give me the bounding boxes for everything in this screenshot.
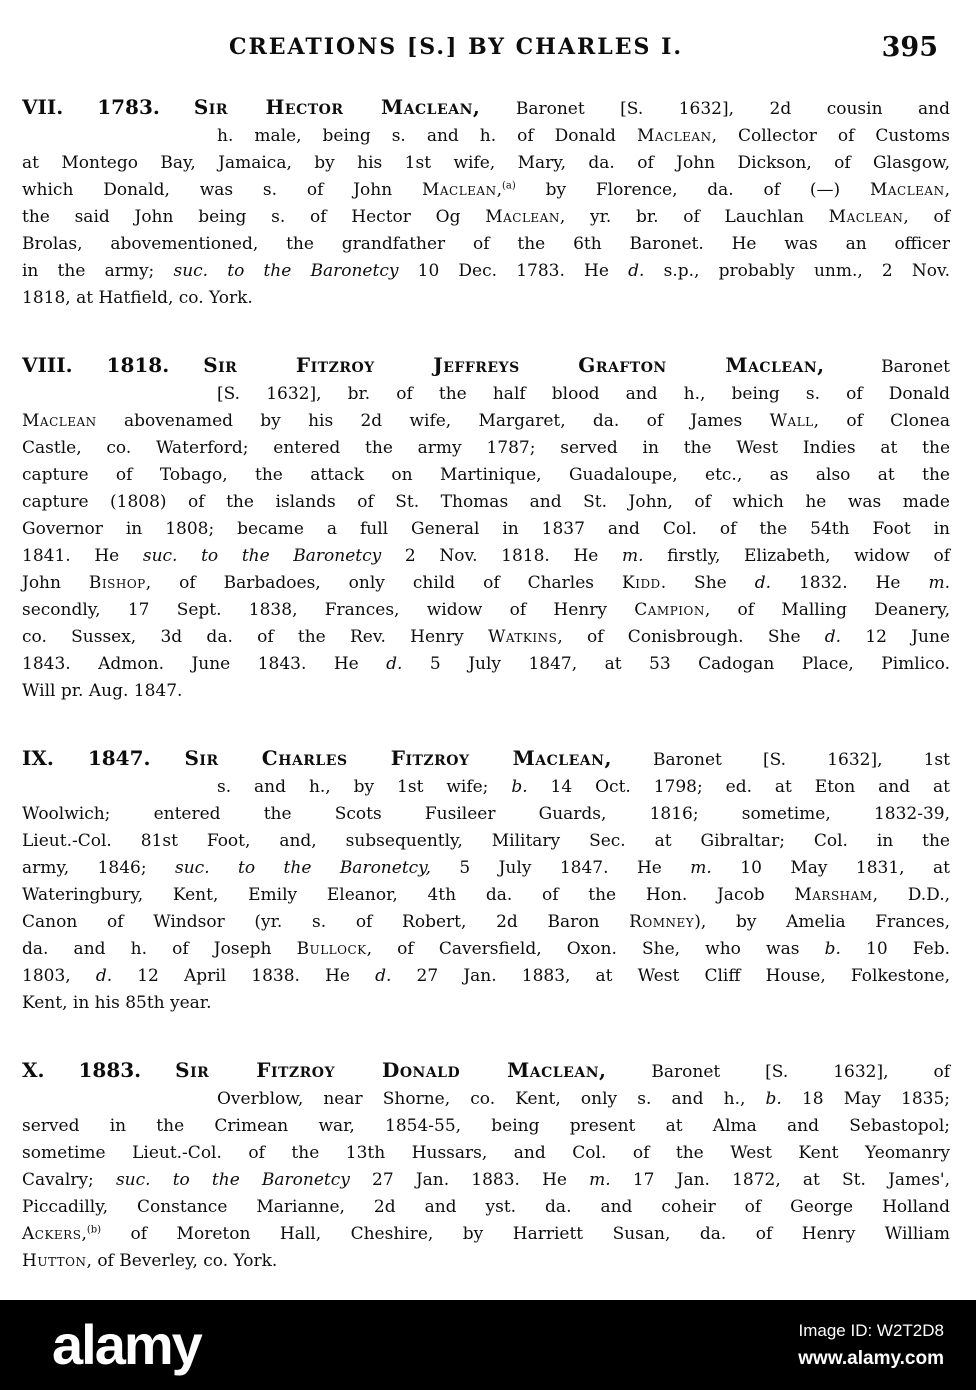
text-line (22, 624, 950, 651)
text-segment: Ackers (22, 1224, 82, 1244)
text-segment: 1841. He (22, 546, 143, 566)
text-segment: 10 May 1831, at (711, 858, 950, 878)
text-segment: , of Malling Deanery, (704, 600, 950, 620)
text-segment: of Moreton Hall, Cheshire, by Harriett Susan, da. of Henry William (101, 1224, 950, 1244)
text-line (22, 489, 950, 516)
text-line (22, 801, 950, 828)
text-segment: Maclean (485, 207, 560, 227)
text-line (22, 1140, 950, 1167)
text-segment: Romney (629, 912, 695, 932)
text-segment: which Donald, was s. of John (22, 180, 422, 200)
text-segment: 1832. He (771, 573, 929, 593)
text-line (22, 1057, 950, 1086)
text-segment: Baronet [S. 1632], 2d cousin and (480, 99, 950, 119)
text-segment: Watkins (487, 627, 558, 647)
text-segment: m. (589, 1170, 611, 1190)
text-segment: m. (690, 858, 712, 878)
text-segment: sometime Lieut.-Col. of the 13th Hussars, and Col. of the West Kent Yeomanry (22, 1143, 950, 1163)
text-segment: , (81, 1224, 87, 1244)
text-line (22, 570, 950, 597)
text-segment: ), by Amelia Frances, (694, 912, 951, 932)
text-line (22, 597, 950, 624)
text-segment: Kent, in his 85th year. (22, 993, 212, 1013)
text-line (22, 352, 950, 381)
text-segment: served in the Crimean war, 1854-55, being present at Alma and Sebastopol; (22, 1116, 950, 1136)
entry-paragraph (22, 1057, 950, 1275)
text-segment: Kidd (622, 573, 661, 593)
text-segment: Baronet [S. 1632], of (606, 1062, 950, 1082)
entry-paragraph (22, 94, 950, 312)
text-segment: , yr. br. of Lauchlan (559, 207, 829, 227)
text-segment: Bishop (88, 573, 146, 593)
text-line (22, 774, 950, 801)
text-segment: [S. 1632], br. of the half blood and h., being s. of Donald (217, 384, 950, 404)
text-line (22, 204, 950, 231)
text-line (22, 1221, 950, 1248)
text-segment: 1843. Admon. June 1843. He (22, 654, 387, 674)
text-line (22, 408, 950, 435)
text-line (22, 828, 950, 855)
text-line (22, 381, 950, 408)
text-segment: d. (754, 573, 771, 593)
text-segment: 10 Feb. (840, 939, 951, 959)
text-segment: Sir Fitzroy Jeffreys Grafton Maclean, (203, 353, 825, 377)
text-segment: Lieut.-Col. 81st Foot, and, subsequently, Military Sec. at Gibraltar; Col. in the (22, 831, 950, 851)
text-segment: suc. to the Baronetcy (173, 261, 399, 281)
text-segment: 1883. (78, 1058, 142, 1082)
text-line (22, 909, 950, 936)
text-line (22, 285, 950, 312)
text-segment: d. (628, 261, 645, 281)
entries (22, 94, 950, 1275)
text-segment: Hutton (22, 1251, 87, 1271)
text-segment: X. (22, 1058, 45, 1082)
text-segment: 10 Dec. 1783. He (398, 261, 629, 281)
text-segment: . She (660, 573, 755, 593)
text-line (22, 651, 950, 678)
text-line (22, 231, 950, 258)
text-segment: IX. (22, 746, 54, 770)
entry-paragraph (22, 745, 950, 1017)
text-segment: , (496, 180, 503, 200)
text-segment: s. and h., by 1st wife; (217, 777, 512, 797)
text-segment: da. and h. of Joseph (22, 939, 297, 959)
text-segment: Maclean (636, 126, 712, 146)
text-segment: VII. (22, 95, 64, 119)
text-segment: b. (824, 939, 841, 959)
text-line (22, 1113, 950, 1140)
text-segment: 1803, (22, 966, 96, 986)
text-segment: Brolas, abovementioned, the grandfather of the 6th Baronet. He was an officer (22, 234, 950, 254)
watermark-meta (798, 1321, 944, 1370)
text-segment: d. (824, 627, 842, 647)
text-segment: , of Conisbrough. She (557, 627, 825, 647)
text-line (22, 94, 950, 123)
text-segment: Maclean (869, 180, 945, 200)
text-segment: the said John being s. of Hector Og (22, 207, 486, 227)
text-segment: Cavalry; (22, 1170, 116, 1190)
text-segment: firstly, Elizabeth, widow of (643, 546, 950, 566)
text-segment: Maclean (828, 207, 904, 227)
text-segment: 14 Oct. 1798; ed. at Eton and at (527, 777, 951, 797)
alamy-url: www.alamy.com (798, 1347, 944, 1369)
text-segment: Sir Charles Fitzroy Maclean, (184, 746, 612, 770)
text-segment: Bullock (296, 939, 367, 959)
text-line (22, 936, 950, 963)
text-segment: Maclean (22, 411, 97, 431)
text-segment: 27 Jan. 1883. He (349, 1170, 590, 1190)
text-segment: m. (621, 546, 644, 566)
text-segment: , of Beverley, co. York. (86, 1251, 278, 1271)
text-line (22, 1167, 950, 1194)
text-segment: , Collector of Customs (711, 126, 950, 146)
text-segment: Campion (634, 600, 705, 620)
text-segment: at Montego Bay, Jamaica, by his 1st wife, Mary, da. of John Dickson, of Glasgow, (22, 153, 950, 173)
text-segment: Sir Hector Maclean, (193, 95, 481, 119)
text-line (22, 745, 950, 774)
text-line (22, 462, 950, 489)
text-segment: secondly, 17 Sept. 1838, Frances, widow of Henry (22, 600, 635, 620)
text-segment: Maclean (421, 180, 497, 200)
text-segment: 12 April 1838. He (112, 966, 376, 986)
text-segment: , of (903, 207, 951, 227)
watermark-bar (0, 1300, 976, 1390)
text-segment: d. (386, 654, 403, 674)
text-line (22, 435, 950, 462)
text-segment: Overblow, near Shorne, co. Kent, only s. and h., (217, 1089, 766, 1109)
text-line (22, 150, 950, 177)
text-segment: by Florence, da. of (—) (515, 180, 870, 200)
text-segment: Baronet (824, 357, 950, 377)
page-title: CREATIONS [S.] BY CHARLES I. (228, 34, 684, 60)
text-segment: suc. to the Baronetcy (115, 1170, 350, 1190)
text-segment: Will pr. Aug. 1847. (22, 681, 183, 701)
text-line (22, 177, 950, 204)
text-line (22, 963, 950, 990)
text-segment: , of Clonea (813, 411, 950, 431)
text-segment: Governor in 1808; became a full General in 1837 and Col. of the 54th Foot in (22, 519, 950, 539)
text-segment: 1847. (87, 746, 151, 770)
text-segment: 17 Jan. 1872, at St. James', (610, 1170, 951, 1190)
text-segment: 5 July 1847. He (430, 858, 691, 878)
text-segment: , of Caversfield, Oxon. She, who was (366, 939, 825, 959)
text-segment: Wall (769, 411, 814, 431)
text-line (22, 258, 950, 285)
text-segment: b. (765, 1089, 782, 1109)
text-segment: co. Sussex, 3d da. of the Rev. Henry (22, 627, 488, 647)
text-segment: h. male, being s. and h. of Donald (217, 126, 637, 146)
text-segment: Castle, co. Waterford; entered the army 1787; served in the West Indies at the (22, 438, 950, 458)
text-segment: d. (375, 966, 392, 986)
text-segment: (b) (86, 1224, 102, 1236)
text-line (22, 543, 950, 570)
text-segment: in the army; (22, 261, 174, 281)
text-segment: 2 Nov. 1818. He (381, 546, 622, 566)
text-segment: capture of Tobago, the attack on Martinique, Guadaloupe, etc., as also at the (22, 465, 950, 485)
text-segment: Canon of Windsor (yr. s. of Robert, 2d Baron (22, 912, 630, 932)
page-number: 395 (881, 32, 938, 63)
page-header (22, 34, 950, 68)
text-segment: 1783. (97, 95, 160, 119)
text-segment: s.p., probably unm., 2 Nov. (644, 261, 951, 281)
text-line (22, 990, 950, 1017)
text-segment: 5 July 1847, at 53 Cadogan Place, Pimlico. (402, 654, 950, 674)
text-segment: Piccadilly, Constance Marianne, 2d and yst. da. and coheir of George Holland (22, 1197, 950, 1217)
text-segment: 18 May 1835; (781, 1089, 951, 1109)
text-segment: (a) (502, 180, 516, 192)
text-segment: abovenamed by his 2d wife, Margaret, da. of James (96, 411, 770, 431)
text-line (22, 882, 950, 909)
text-segment: , D.D., (872, 885, 951, 905)
entry-paragraph (22, 352, 950, 705)
text-line (22, 123, 950, 150)
text-segment: army, 1846; (22, 858, 175, 878)
text-segment: , (944, 180, 950, 200)
text-segment: d. (95, 966, 113, 986)
text-segment: m. (928, 573, 950, 593)
text-segment: 12 June (841, 627, 950, 647)
text-line (22, 1194, 950, 1221)
text-line (22, 1248, 950, 1275)
text-segment: 1818. (106, 353, 170, 377)
text-segment: suc. to the Baronetcy (142, 546, 382, 566)
text-line (22, 1086, 950, 1113)
text-segment: Baronet [S. 1632], 1st (611, 750, 950, 770)
alamy-logo: alamy (52, 1313, 201, 1376)
text-line (22, 678, 950, 705)
text-segment: capture (1808) of the islands of St. Thomas and St. John, of which he was made (22, 492, 950, 512)
text-segment: Marsham (794, 885, 873, 905)
text-segment: 27 Jan. 1883, at West Cliff House, Folkestone, (391, 966, 951, 986)
text-segment: suc. to the Baronetcy, (175, 858, 431, 878)
text-segment: John (22, 573, 89, 593)
text-line (22, 855, 950, 882)
text-segment: Sir Fitzroy Donald Maclean, (175, 1058, 607, 1082)
text-segment: 1818, at Hatfield, co. York. (22, 288, 253, 308)
text-segment: VIII. (22, 353, 73, 377)
image-id-label: Image ID: W2T2D8 (798, 1320, 944, 1340)
text-segment: Woolwich; entered the Scots Fusileer Guards, 1816; sometime, 1832-39, (22, 804, 950, 824)
text-segment: , of Barbadoes, only child of Charles (145, 573, 622, 593)
text-segment: b. (511, 777, 528, 797)
text-line (22, 516, 950, 543)
text-segment: Wateringbury, Kent, Emily Eleanor, 4th da. of the Hon. Jacob (22, 885, 795, 905)
